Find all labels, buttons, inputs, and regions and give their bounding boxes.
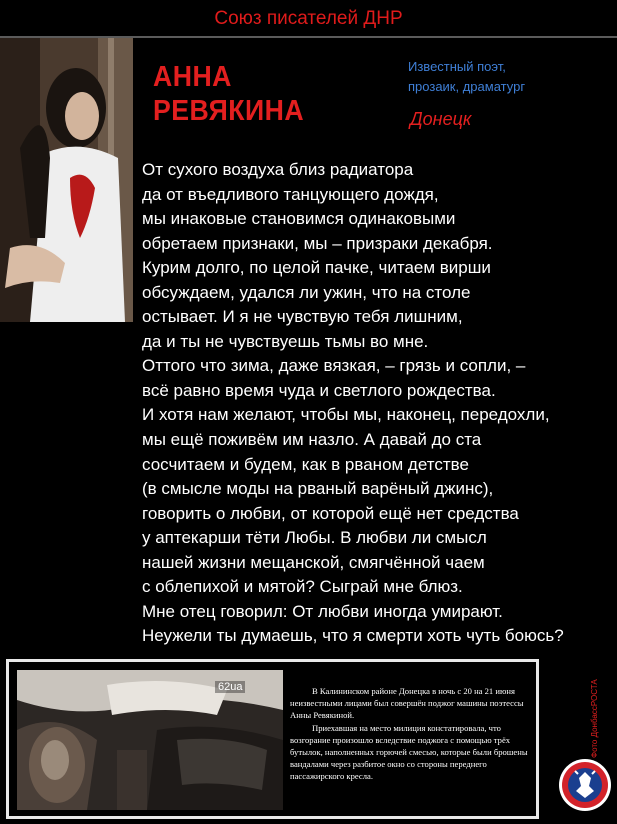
watermark-label: 62ua	[215, 681, 245, 693]
dnr-emblem-icon	[558, 758, 612, 812]
poem-line: с облепихой и мятой? Сыграй мне блюз.	[142, 577, 463, 597]
poem-line: Мне отец говорил: От любви иногда умирают.	[142, 601, 503, 621]
news-article	[290, 685, 534, 783]
author-city: Донецк	[410, 109, 472, 129]
poem-line: мы ещё поживём им назло. А давай до ста	[142, 430, 482, 450]
author-description-line2: прозаик, драматург	[408, 79, 526, 94]
poem-line: мы инаковые становимся одинаковыми	[142, 209, 456, 229]
author-name	[153, 60, 304, 128]
author-name-line2: РЕВЯКИНА	[153, 95, 305, 127]
poem-line: Неужели ты думаешь, что я смерти хоть чуть боюсь?	[142, 626, 564, 646]
poem-line: Курим долго, по целой пачке, читаем вирши	[142, 258, 491, 278]
poem-line: всё равно время чуда и светлого рождества.	[142, 380, 496, 400]
poem-line: да от въедливого танцующего дождя,	[142, 184, 439, 204]
author-photo-illustration	[0, 38, 133, 322]
poem-line: сосчитаем и будем, как в рваном детстве	[142, 454, 469, 474]
author-description	[408, 57, 608, 97]
burned-car-photo	[17, 670, 283, 810]
news-paragraph: Приехавшая на место милиция констатировала, что возгорание произошло вследствие поджога с помощью трёх бутылок, наполненных горючей смесью, которые были брошены вандалами через разбитое окно со стороны переднего пассажирского кресла.	[290, 722, 528, 782]
poem-line: говорить о любви, от которой ещё нет средства	[142, 503, 519, 523]
news-paragraph: В Калининском районе Донецка в ночь с 20 на 21 июня неизвестными лицами был совершён поджог машины поэтессы Анны Ревякиной.	[290, 686, 524, 721]
photo-credit: Фото ДонбассРОСТА	[590, 679, 599, 758]
poem-text	[142, 158, 612, 649]
poem-line: да и ты не чувствуешь тьмы во мне.	[142, 331, 429, 351]
author-name-line1: АННА	[153, 61, 232, 93]
author-description-line1: Известный поэт,	[408, 59, 506, 74]
poem-line: нашей жизни мещанской, смягчённой чаем	[142, 552, 485, 572]
poem-line: От сухого воздуха близ радиатора	[142, 160, 414, 179]
poem-line: (в смысле моды на рваный варёный джинс),	[142, 479, 494, 499]
poem-line: у аптекарши тёти Любы. В любви ли смысл	[142, 528, 487, 548]
poem-line: остывает. И я не чувствую тебя лишним,	[142, 307, 463, 327]
poem-line: Оттого что зима, даже вязкая, – грязь и сопли, –	[142, 356, 526, 376]
page-header	[0, 0, 617, 36]
news-box	[6, 659, 539, 819]
poem-line: И хотя нам желают, чтобы мы, наконец, передохли,	[142, 405, 550, 425]
poem-line: обсуждаем, удался ли ужин, что на столе	[142, 282, 471, 302]
author-photo	[0, 38, 133, 322]
header-title: Союз писателей ДНР	[214, 8, 403, 29]
poem-line: обретаем признаки, мы – призраки декабря.	[142, 233, 493, 253]
